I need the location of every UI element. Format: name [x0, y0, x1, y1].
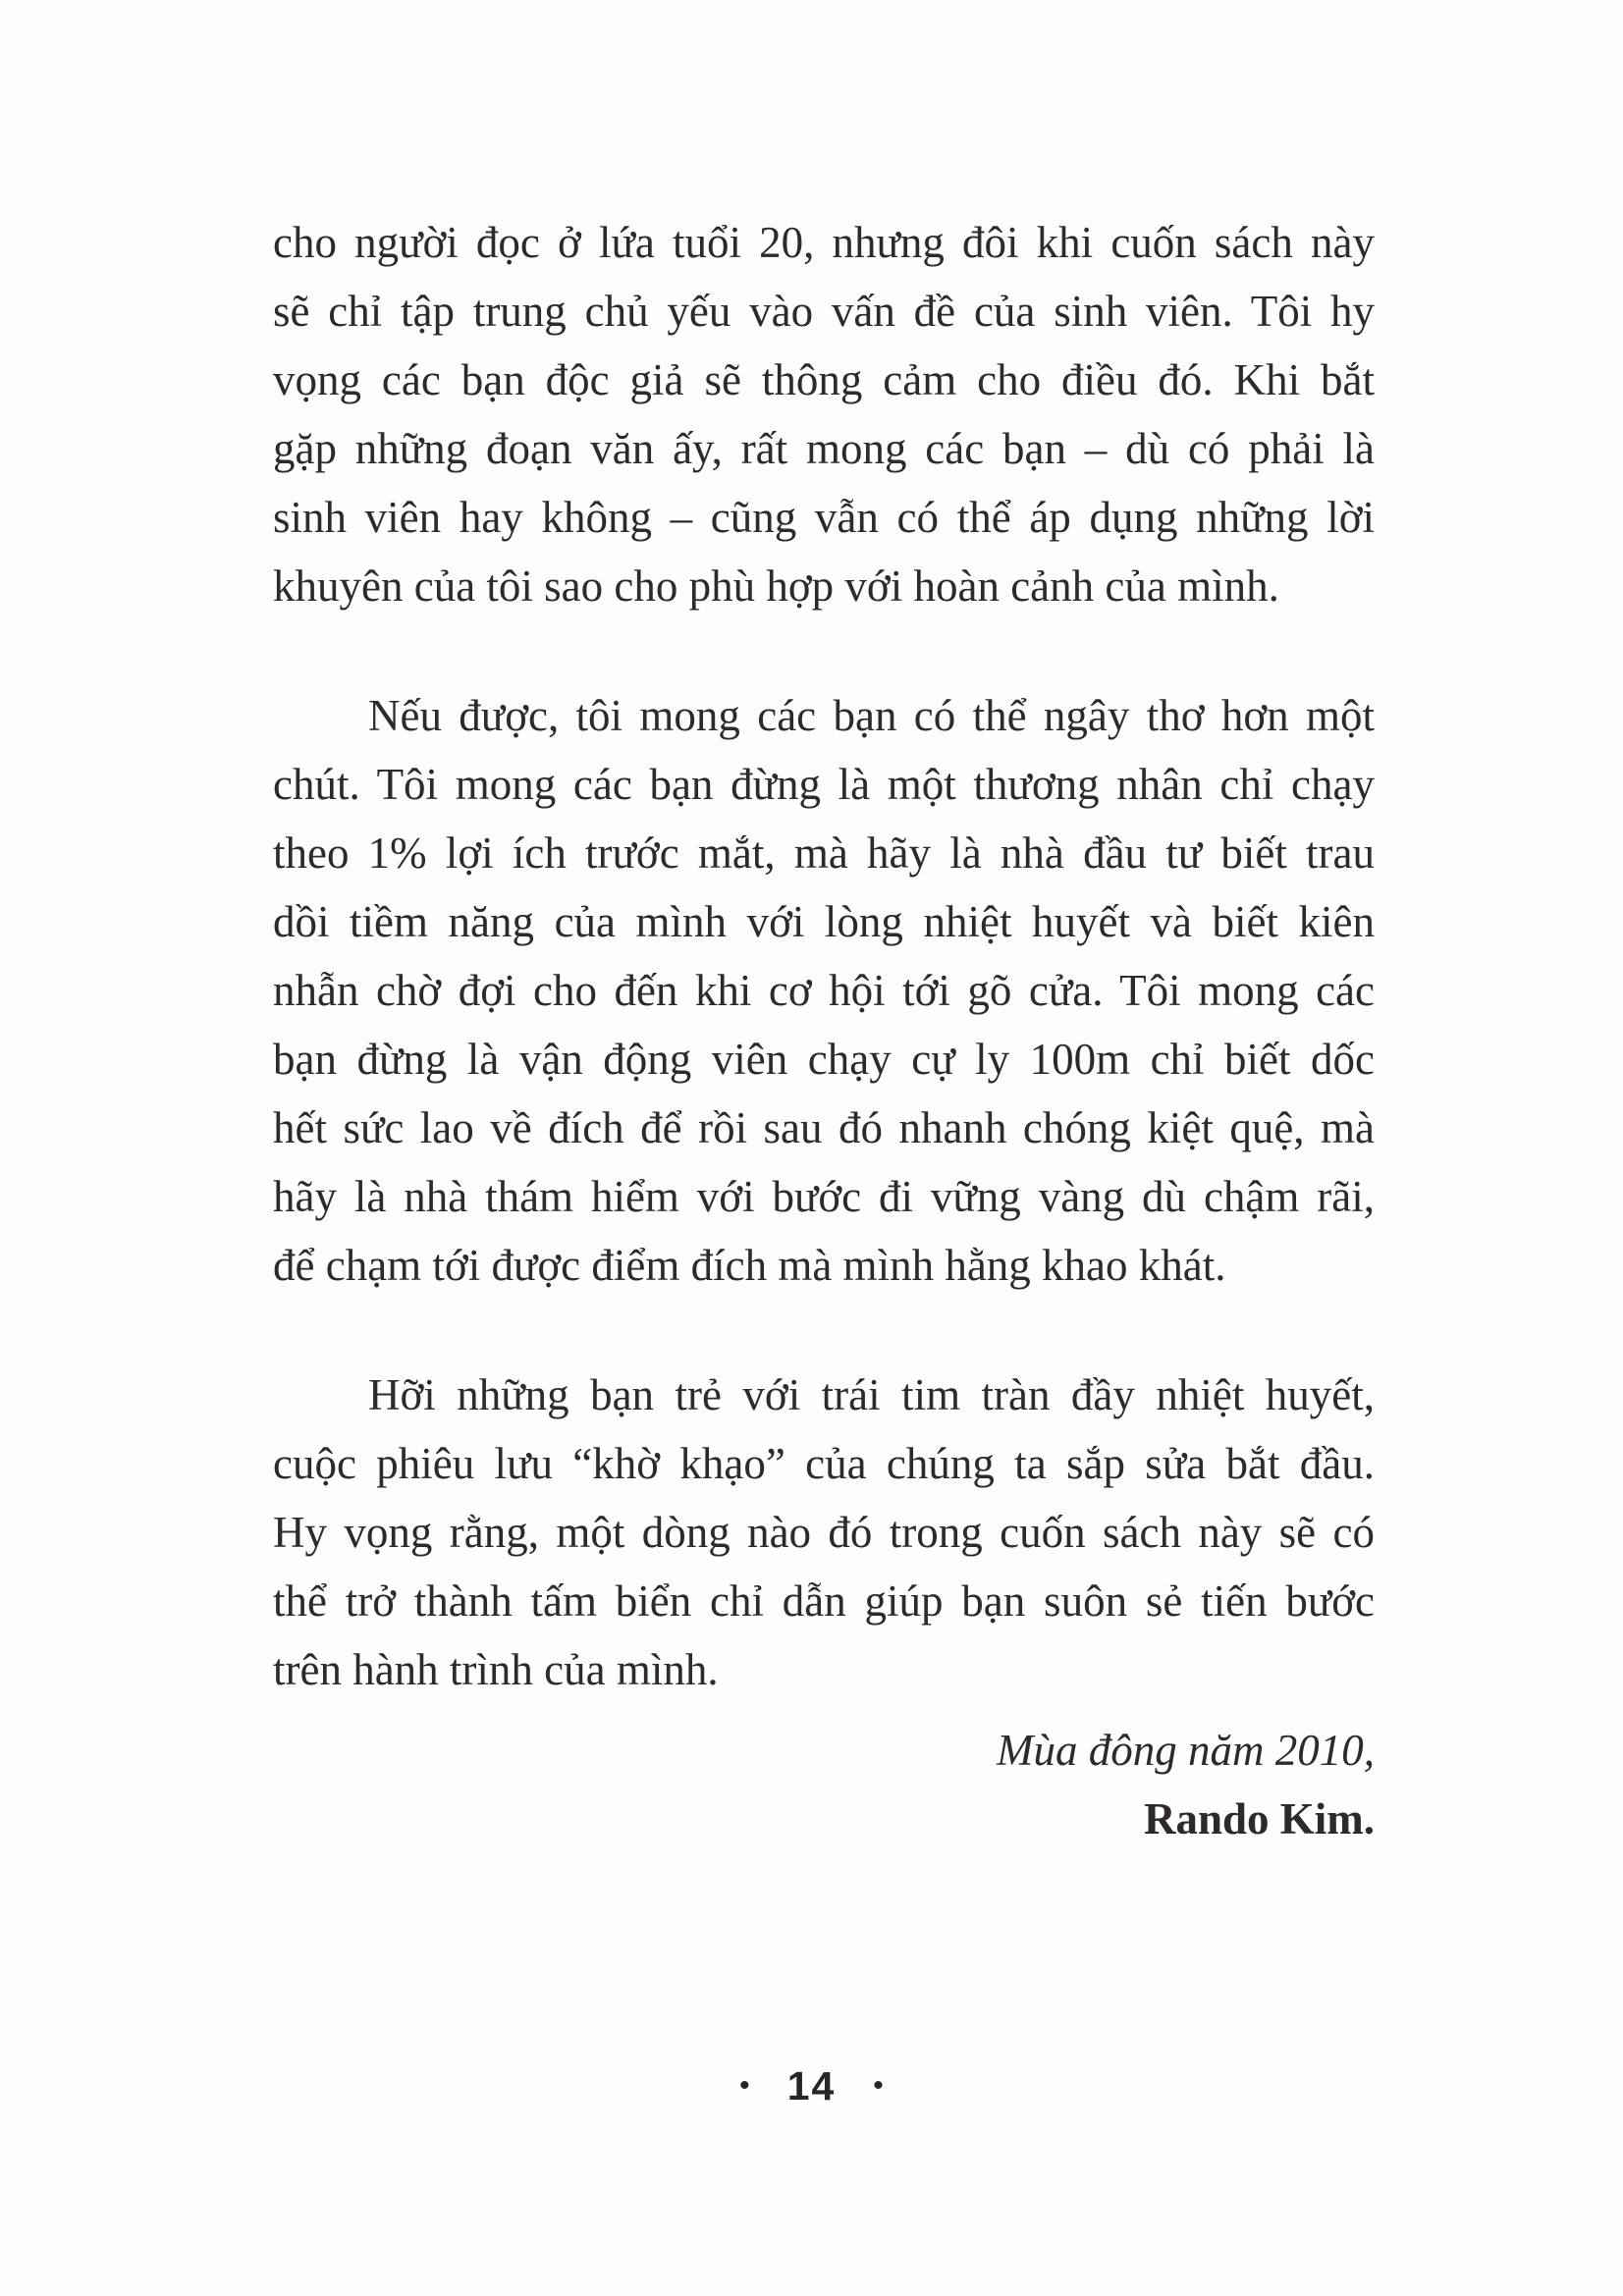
- text-line: Hỡi những bạn trẻ với trái tim tràn đầy nhiệt huyết,: [368, 1370, 1375, 1419]
- text-line: sinh viên hay không – cũng vẫn có thể áp dụng những lời: [273, 493, 1375, 542]
- text-line: bạn đừng là vận động viên chạy cự ly 100m chỉ biết dốc: [273, 1035, 1375, 1084]
- signature-author: Rando Kim.: [1143, 1794, 1375, 1843]
- text-line: sẽ chỉ tập trung chủ yếu vào vấn đề của sinh viên. Tôi hy: [273, 287, 1375, 336]
- text-line: trên hành trình của mình.: [273, 1645, 719, 1694]
- text-line: hãy là nhà thám hiểm với bước đi vững vàng dù chậm rãi,: [273, 1172, 1375, 1221]
- text-line: gặp những đoạn văn ấy, rất mong các bạn – dù có phải là: [273, 424, 1375, 473]
- text-line: hết sức lao về đích để rồi sau đó nhanh chóng kiệt quệ, mà: [273, 1103, 1375, 1152]
- text-line: thể trở thành tấm biển chỉ dẫn giúp bạn suôn sẻ tiến bước: [273, 1576, 1375, 1626]
- body-text: [273, 208, 1375, 1704]
- footer-bullet-right: •: [873, 2069, 884, 2102]
- signature-date: Mùa đông năm 2010,: [997, 1726, 1375, 1775]
- text-line: theo 1% lợi ích trước mắt, mà hãy là nhà đầu tư biết trau: [273, 828, 1375, 878]
- text-line: để chạm tới được điểm đích mà mình hằng khao khát.: [273, 1241, 1226, 1290]
- paragraph: [273, 681, 1375, 1300]
- text-line: cuộc phiêu lưu “khờ khạo” của chúng ta sắp sửa bắt đầu.: [273, 1439, 1375, 1488]
- text-line: nhẫn chờ đợi cho đến khi cơ hội tới gõ cửa. Tôi mong các: [273, 966, 1375, 1015]
- text-line: Hy vọng rằng, một dòng nào đó trong cuốn sách này sẽ có: [273, 1508, 1375, 1557]
- footer-bullet-left: •: [739, 2069, 750, 2102]
- text-line: vọng các bạn độc giả sẽ thông cảm cho điều đó. Khi bắt: [273, 355, 1375, 404]
- paragraph: [273, 1361, 1375, 1704]
- text-line: dồi tiềm năng của mình với lòng nhiệt huyết và biết kiên: [273, 897, 1375, 946]
- text-line: Nếu được, tôi mong các bạn có thể ngây thơ hơn một: [368, 691, 1375, 740]
- signature-block: [273, 1716, 1375, 1853]
- text-line: chút. Tôi mong các bạn đừng là một thương nhân chỉ chạy: [273, 760, 1375, 809]
- text-line: khuyên của tôi sao cho phù hợp với hoàn cảnh của mình.: [273, 561, 1279, 611]
- paragraph: [273, 208, 1375, 620]
- page-footer: [0, 2061, 1623, 2110]
- page-number: 14: [786, 2063, 837, 2109]
- text-line: cho người đọc ở lứa tuổi 20, nhưng đôi khi cuốn sách này: [273, 218, 1375, 267]
